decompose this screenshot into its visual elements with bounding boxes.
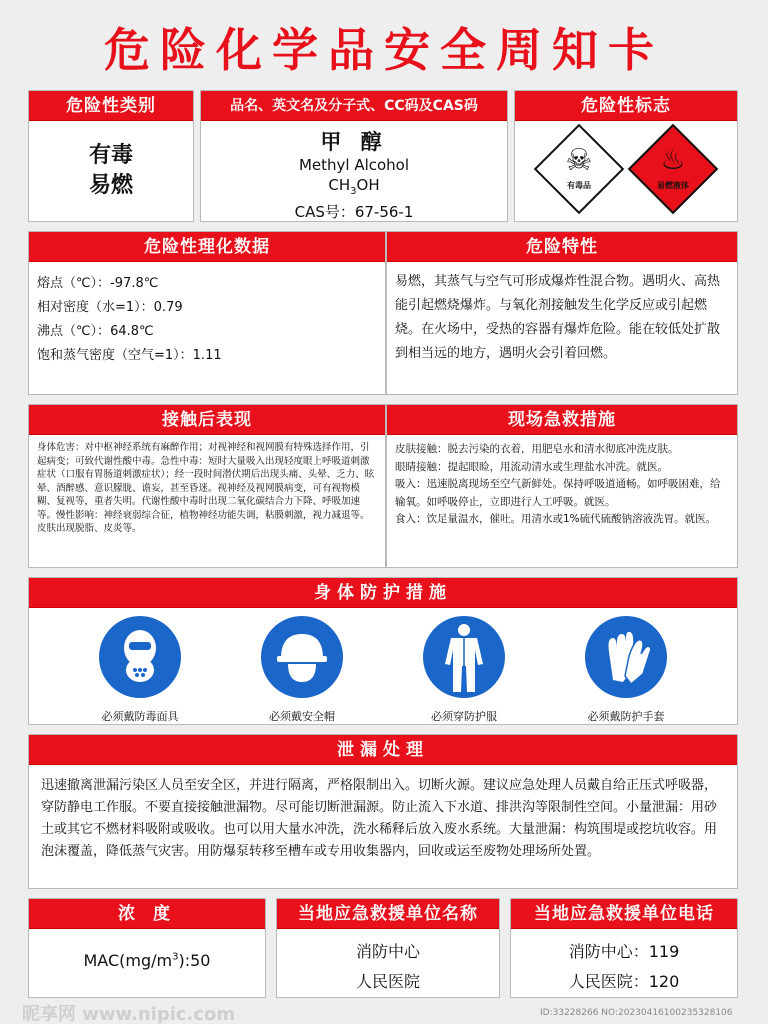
first-aid-eyes: 眼睛接触：提起眼睑，用流动清水或生理盐水冲洗。就医。 [395, 460, 668, 473]
exposure-text: 身体危害：对中枢神经系统有麻醉作用；对视神经和视网膜有特殊选择作用，引起病变；可致代谢性酸中毒。急性中毒：短时大量吸入出现轻度眼上呼吸道刺激症状（口服有胃肠道刺激症状）；经一段时间潜伏期后出现头痛、头晕、乏力、眩晕、酒醉感、意识朦胧、谵妄，甚至昏迷。视神经及视网膜病变，可有视物模糊、复视等，重者失明。代谢性酸中毒时出现二氧化碳结合力下降、呼吸加速等。慢性影响：神经衰弱综合征，植物神经功能失调，粘膜刺激，视力减退等。皮肤出现脱脂、皮炎等。 [37, 442, 375, 534]
leak-panel [28, 734, 738, 889]
boiling-point: 沸点（℃）：64.8℃ [37, 324, 154, 339]
hazard-properties-header: 危险特性 [387, 232, 737, 262]
first-aid-header: 现场急救措施 [387, 405, 737, 435]
rescue-phone-fire: 消防中心：119 [568, 942, 680, 961]
ppe-gloves: 必须戴防护手套 [561, 616, 691, 724]
cas-number: CAS号：67-56-1 [294, 203, 414, 221]
page-title: 危险化学品安全周知卡 [104, 23, 664, 77]
product-name-header: 品名、英文名及分子式、CC码及CAS码 [201, 91, 507, 121]
flame-icon: ♨ [660, 143, 686, 176]
ppe-gas-mask: 必须戴防毒面具 [75, 616, 205, 724]
leak-text: 迅速撤离泄漏污染区人员至安全区，并进行隔离，严格限制出入。切断火源。建议应急处理人员戴自给正压式呼吸器，穿防静电工作服。不要直接接触泄漏物。尽可能切断泄漏源。防止流入下水道、排洪沟等限制性空间。小量泄漏：用砂土或其它不燃材料吸附或吸收。也可以用大量水冲洗，洗水稀释后放入废水系统。大量泄漏：构筑围堤或挖坑收容。用泡沫覆盖，降低蒸气灾害。用防爆泵转移至槽车或专用收集器内，回收或运至废物处理场所处置。 [41, 778, 718, 859]
protective-suit-icon [423, 616, 505, 698]
relative-density: 相对密度（水=1）：0.79 [37, 300, 183, 315]
concentration-header: 浓 度 [29, 899, 265, 929]
hazard-class-flammable: 易燃 [88, 173, 133, 198]
rescue-name-panel [276, 898, 500, 998]
gas-mask-icon [99, 616, 181, 698]
english-name: Methyl Alcohol [298, 156, 410, 174]
rescue-phone-hospital: 人民医院：120 [568, 972, 680, 991]
exposure-header: 接触后表现 [29, 405, 385, 435]
rescue-phone-header: 当地应急救援单位电话 [511, 899, 737, 929]
concentration-panel [28, 898, 266, 998]
chinese-name: 甲 醇 [320, 130, 388, 154]
hazard-class-toxic: 有毒 [88, 143, 133, 168]
hazard-properties-panel [386, 231, 738, 395]
protective-gloves-icon [585, 616, 667, 698]
physchem-panel [28, 231, 386, 395]
skull-crossbones-icon: ☠ [565, 143, 593, 178]
ppe-suit: 必须穿防护服 [399, 616, 529, 724]
rescue-name-hospital: 人民医院 [355, 972, 420, 991]
safety-helmet-icon [261, 616, 343, 698]
watermark: 昵享网 www.nipic.com [22, 1004, 236, 1024]
hazard-sign-header: 危险性标志 [515, 91, 737, 121]
rescue-name-fire: 消防中心 [355, 942, 420, 961]
image-id-line: ID:33228266 NO:20230416100235328106 [540, 1008, 733, 1018]
exposure-panel [28, 404, 386, 568]
rescue-phone-panel [510, 898, 738, 998]
vapor-density: 饱和蒸气密度（空气=1）：1.11 [37, 348, 222, 363]
first-aid-skin: 皮肤接触：脱去污染的衣着，用肥皂水和清水彻底冲洗皮肤。 [395, 443, 679, 455]
ppe-header: 身体防护措施 [29, 578, 737, 608]
first-aid-panel [386, 404, 738, 568]
flammable-sign: ♨ 易燃液体 [629, 125, 717, 213]
leak-header: 泄漏处理 [29, 735, 737, 765]
physchem-header: 危险性理化数据 [29, 232, 385, 262]
first-aid-ingestion: 食入：饮足量温水，催吐。用清水或1%硫代硫酸钠溶液洗胃。就医。 [395, 513, 717, 525]
molecular-formula: $CH_3OH$ [328, 176, 380, 197]
hazard-sign-panel [514, 90, 738, 222]
hazard-properties-text: 易燃，其蒸气与空气可形成爆炸性混合物。遇明火、高热能引起燃烧爆炸。与氧化剂接触发生化学反应或引起燃烧。在火场中，受热的容器有爆炸危险。能在较低处扩散到相当远的地方，遇明火会引着回燃。 [395, 274, 721, 361]
toxic-sign: ☠ 有毒品 [535, 125, 623, 213]
ppe-helmet: 必须戴安全帽 [237, 616, 367, 724]
rescue-name-header: 当地应急救援单位名称 [277, 899, 499, 929]
hazard-class-header: 危险性类别 [29, 91, 193, 121]
product-name-panel [200, 90, 508, 222]
hazard-class-panel [28, 90, 194, 222]
ppe-panel [28, 577, 738, 725]
melting-point: 熔点（℃）：-97.8℃ [37, 276, 159, 291]
concentration-value: $MAC(mg/m^3):50$ [83, 951, 211, 970]
first-aid-inhalation: 吸入：迅速脱离现场至空气新鲜处。保持呼吸道通畅。如呼吸困难，给输氧。如呼吸停止，立即进行人工呼吸。就医。 [395, 478, 721, 508]
